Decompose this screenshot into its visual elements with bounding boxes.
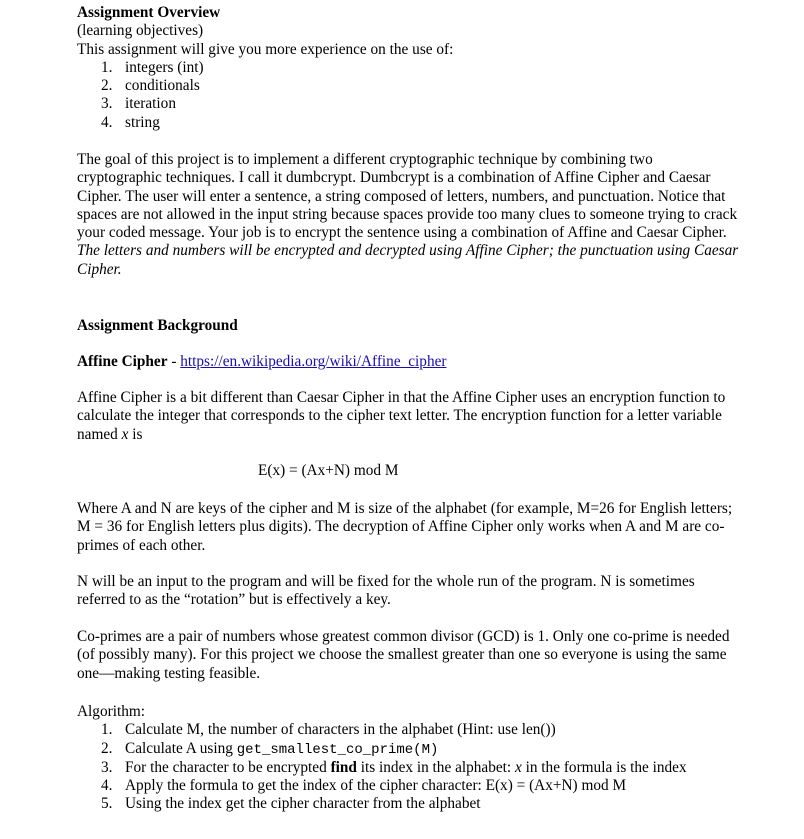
var-x: x xyxy=(121,425,129,443)
p1-end: is xyxy=(128,425,143,443)
list-item: 1. integers (int) xyxy=(101,58,204,76)
list-item: 2. conditionals xyxy=(101,77,200,95)
list-item: 4. string xyxy=(101,113,160,131)
coprimes-paragraph: Co-primes are a pair of numbers whose greatest common divisor (GCD) is 1. Only one co-prime is needed (of possibly many). For this project we choose the smallest greater than one so everyone is using the same one—making testing feasible. xyxy=(77,628,730,682)
p1-text: Affine Cipher is a bit different than Caesar Cipher in that the Affine Cipher uses an encryption function to calculate the integer that corresponds to the cipher text letter. The encryption function for a letter variable named xyxy=(77,389,726,443)
wikipedia-link[interactable]: https://en.wikipedia.org/wiki/Affine_cipher xyxy=(180,353,447,370)
item-text: conditionals xyxy=(125,77,200,95)
objectives-list xyxy=(77,59,741,132)
step-text: For the character to be encrypted xyxy=(125,758,331,776)
bold-find: find xyxy=(330,758,357,776)
step-text: its index in the alphabet: xyxy=(356,758,515,776)
code-function: get_smallest_co_prime(M) xyxy=(236,741,439,758)
rotation-paragraph: N will be an input to the program and will be fixed for the whole run of the program. N is sometimes referred to as the “rotation” but is effectively a key. xyxy=(77,573,695,609)
item-text: string xyxy=(125,113,160,131)
intro-text: This assignment will give you more experience on the use of: xyxy=(77,40,454,58)
list-item: 2. Calculate A using get_smallest_co_prime(M) xyxy=(101,739,439,758)
affine-paragraph xyxy=(77,389,741,444)
step-text: Calculate A using xyxy=(125,739,237,757)
goal-paragraph xyxy=(77,151,741,279)
algorithm-title: Algorithm: xyxy=(77,703,145,720)
encryption-formula: E(x) = (Ax+N) mod M xyxy=(258,462,399,479)
item-text: iteration xyxy=(125,95,176,113)
goal-text: The goal of this project is to implement a different cryptographic technique by combining two cryptographic techniques. I call it dumbcrypt. Dumbcrypt is a combination of Affine Cipher and Caesar Cipher. The user will enter a sentence, a string composed of letters, numbers, and punctuation. Notice that spaces are not allowed in the input string because spaces provide too many clues to someone trying to crack your coded message. Your job is to encrypt the sentence using a combination of Affine and Caesar Cipher. xyxy=(77,151,738,242)
step-text: Using the index get the cipher character from the alphabet xyxy=(125,795,481,813)
overview-section xyxy=(77,4,741,132)
step-text: Calculate M, the number of characters in the alphabet (Hint: use len()) xyxy=(125,721,556,739)
background-title: Assignment Background xyxy=(77,317,238,334)
list-item: 3. For the character to be encrypted find its index in the alphabet: x in the formula is the index xyxy=(101,758,687,776)
list-item: 4. Apply the formula to get the index of the cipher character: E(x) = (Ax+N) mod M xyxy=(101,777,627,795)
step-text: in the formula is the index xyxy=(521,758,687,776)
list-item: 5. Using the index get the cipher character from the alphabet xyxy=(101,795,481,813)
var-x: x xyxy=(514,758,522,776)
affine-heading xyxy=(77,353,741,371)
dash: - xyxy=(167,353,181,370)
step-text: Apply the formula to get the index of the cipher character: E(x) = (Ax+N) mod M xyxy=(125,777,627,795)
item-text: integers (int) xyxy=(125,58,204,76)
goal-italic-text: The letters and numbers will be encrypted and decrypted using Affine Cipher; the punctuation using Caesar Cipher. xyxy=(77,242,739,278)
keys-paragraph: Where A and N are keys of the cipher and M is size of the alphabet (for example, M=26 for English letters; M = 36 for English letters plus digits). The decryption of Affine Cipher only works when A and M are co-primes of each other. xyxy=(77,500,733,554)
algorithm-section xyxy=(77,703,741,814)
section-title: Assignment Overview xyxy=(77,4,221,21)
list-item: 1. Calculate M, the number of characters in the alphabet (Hint: use len()) xyxy=(101,721,556,739)
affine-label: Affine Cipher xyxy=(77,353,168,370)
list-item: 3. iteration xyxy=(101,95,176,113)
subtitle: (learning objectives) xyxy=(77,22,204,40)
algorithm-steps xyxy=(77,721,741,813)
